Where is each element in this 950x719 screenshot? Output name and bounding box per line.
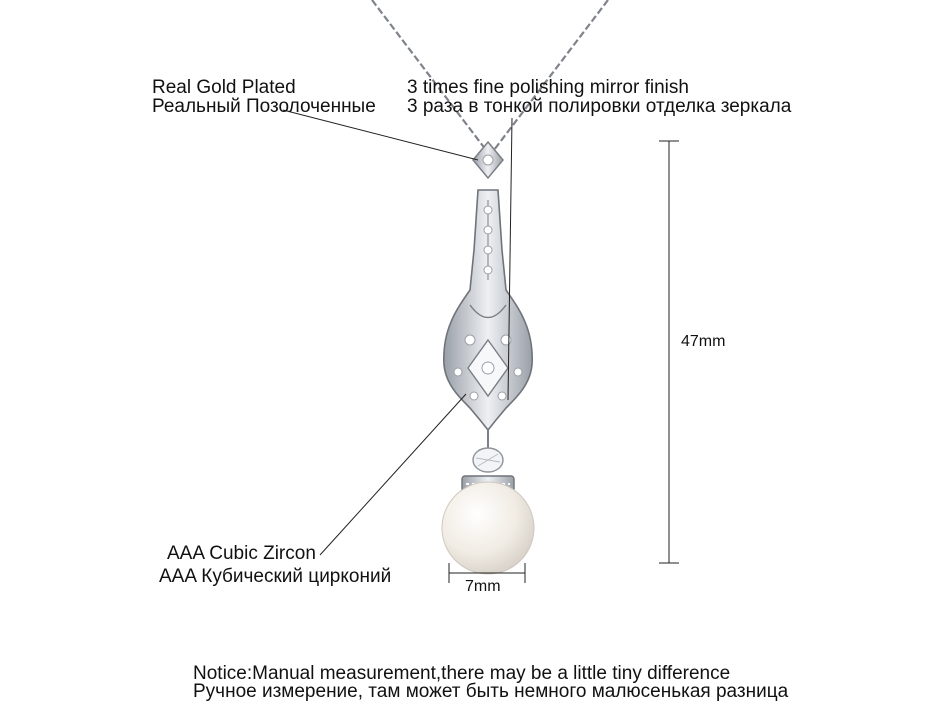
label-zircon-ru: AAA Кубический цирконий: [159, 566, 392, 587]
height-dimension-marker: [659, 141, 679, 563]
label-polish-en: 3 times fine polishing mirror finish: [407, 77, 689, 98]
label-width-7mm: 7mm: [465, 578, 501, 595]
label-height-47mm: 47mm: [681, 333, 726, 350]
label-polish-ru: 3 раза в тонкой полировки отделка зеркала: [407, 96, 792, 117]
chain: [372, 0, 608, 150]
notice-ru: Ручное измерение, там может быть немного малюсенькая разница: [193, 681, 789, 702]
label-gold-ru: Реальный Позолоченные: [152, 96, 376, 117]
pendant-body: [444, 190, 532, 430]
notice-en: Notice:Manual measurement,there may be a little tiny difference: [193, 663, 731, 684]
label-zircon-en: AAA Cubic Zircon: [167, 543, 316, 564]
label-gold-en: Real Gold Plated: [152, 77, 296, 98]
pearl: [442, 482, 534, 574]
